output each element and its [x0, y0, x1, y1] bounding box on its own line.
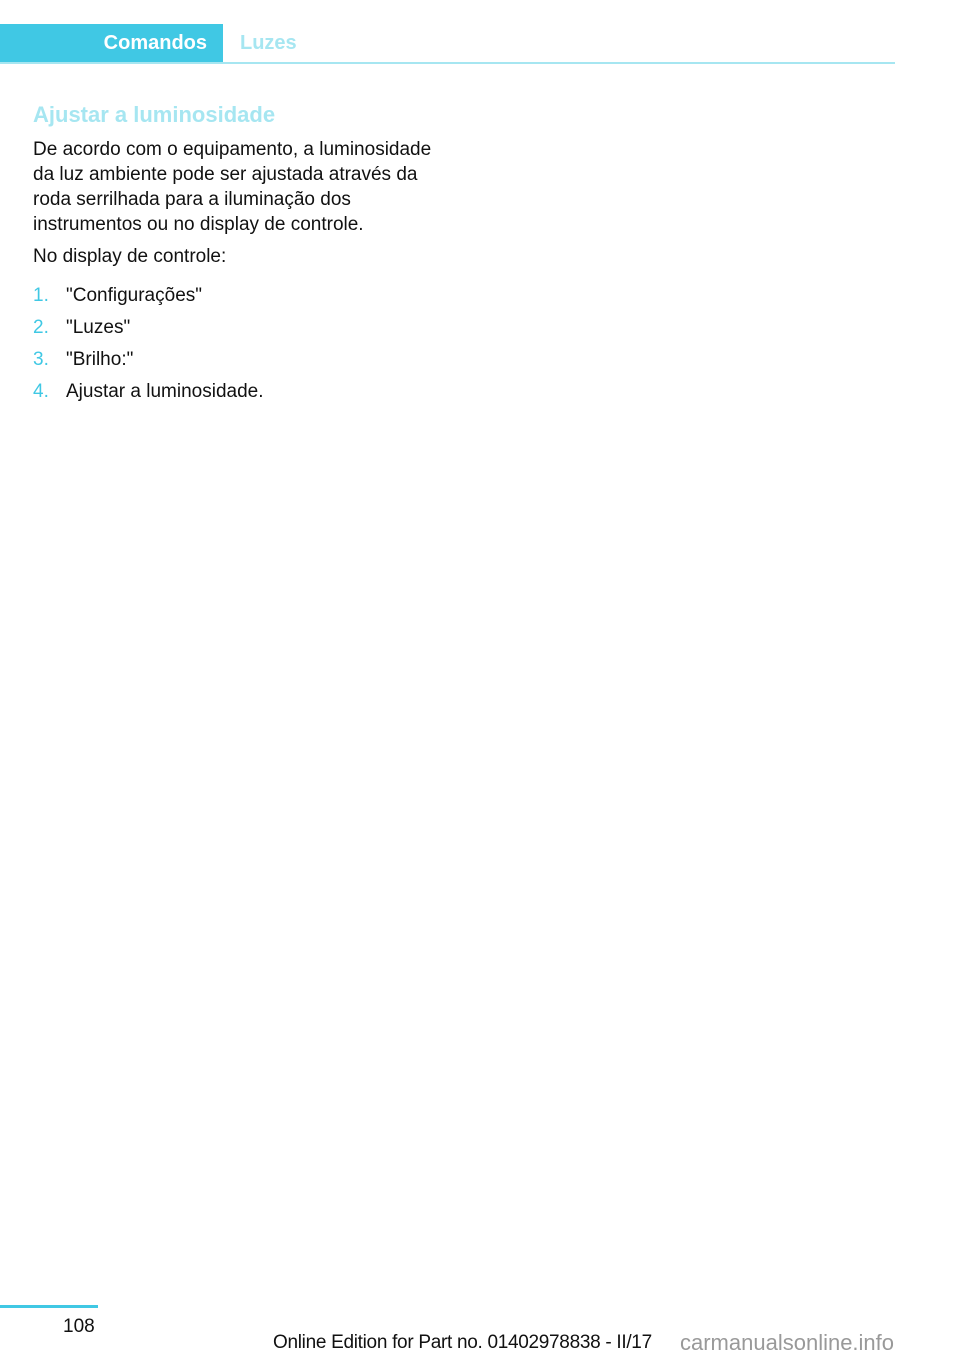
- section-title: Ajustar a luminosidade: [33, 102, 276, 127]
- step-text: Ajustar a luminosidade.: [66, 381, 264, 402]
- tab-luzes[interactable]: Luzes: [240, 32, 297, 54]
- step-number: 2.: [33, 317, 49, 338]
- list-item: [33, 283, 264, 315]
- page-number: 108: [63, 1316, 95, 1337]
- step-number: 1.: [33, 285, 49, 306]
- edition-note: Online Edition for Part no. 01402978838 - II/17: [273, 1332, 652, 1353]
- step-number: 4.: [33, 381, 49, 402]
- watermark: carmanualsonline.info: [680, 1330, 895, 1355]
- step-text: "Brilho:": [66, 349, 134, 370]
- header-tabs: [0, 24, 895, 64]
- steps-list: [33, 283, 264, 411]
- step-number: 3.: [33, 349, 49, 370]
- step-text: "Luzes": [66, 317, 131, 338]
- list-item: [33, 379, 264, 411]
- footer-divider: [0, 1305, 98, 1308]
- list-item: [33, 347, 264, 379]
- tab-comandos[interactable]: Comandos: [0, 24, 223, 62]
- intro-paragraph: De acordo com o equipamento, a luminosidade da luz ambiente pode ser ajustada através da roda serrilhada para a iluminação dos instrumentos ou no display de controle.: [33, 139, 432, 235]
- list-item: [33, 315, 264, 347]
- step-text: "Configurações": [66, 285, 203, 306]
- display-paragraph: No display de controle:: [33, 246, 227, 267]
